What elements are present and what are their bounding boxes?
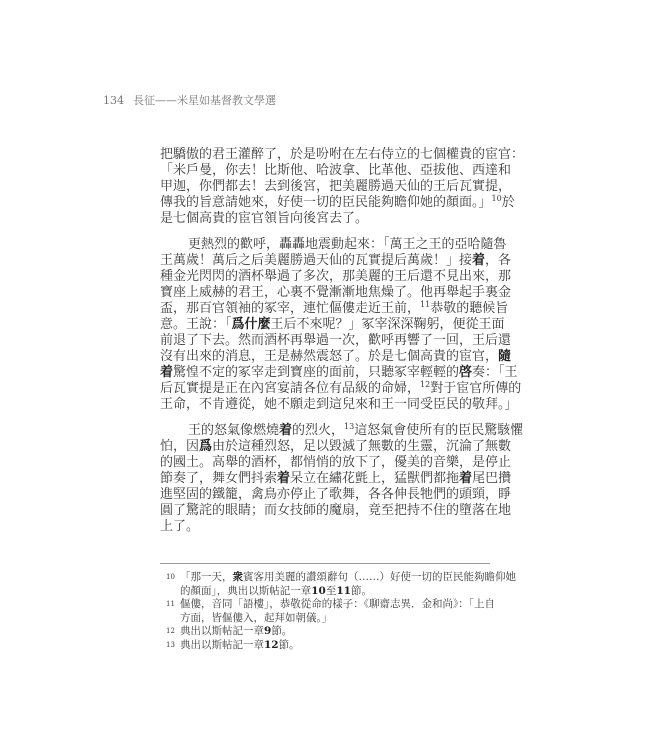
text-run: 王萬歲！萬后之后美麗勝過天仙的瓦實提后萬歲！」接: [160, 253, 473, 268]
footnote-number: 12: [166, 627, 175, 635]
text-run: 由於這種烈怒，足以毀滅了無數的生靈，沉淪了無數: [212, 439, 512, 454]
text-run: 寶座上威赫的君王，心裏不覺漸漸地焦燥了。他再舉起手裏金: [160, 285, 512, 300]
text-line: [160, 487, 512, 503]
footnote-ref: 10: [491, 194, 502, 203]
text-line: [160, 317, 505, 333]
text-line: [160, 179, 512, 195]
text-line: [160, 285, 512, 301]
text-run: 后瓦實提是正在內宮宴請各位有品級的命婦，: [160, 381, 421, 396]
bold-text: 隨: [498, 349, 512, 364]
bold-text: 爲: [199, 439, 213, 454]
footnote-line: [180, 585, 516, 599]
text-run: 王的怒氣像燃燒: [188, 423, 280, 438]
text-run: 進堅固的鐵籠，禽鳥亦停止了歌舞，各各伸長牠們的頭頸，睜: [160, 487, 512, 502]
bold-text: 12: [264, 638, 279, 651]
text-line: [160, 439, 512, 455]
text-run: ，各: [485, 253, 512, 268]
text-run: 甲迦，你們都去！去到後宮，把美麗勝過天仙的王后瓦實提，: [160, 179, 512, 194]
text-run: 把驕傲的君王灌醉了，於是吩咐在左右侍立的七個權貴的宦官：: [160, 147, 525, 162]
page-number: 134: [103, 94, 124, 107]
footnote-number: 11: [166, 600, 175, 608]
footnote-ref: 12: [420, 380, 431, 389]
text-run: 至: [325, 584, 337, 597]
text-run: 這怒氣會使所有的臣民驚駭懼: [354, 423, 524, 438]
footnote: [166, 639, 490, 653]
text-run: 典出以斯帖記一章: [180, 638, 264, 651]
text-line: [160, 253, 512, 269]
text-line: [160, 269, 512, 285]
footnote-number: 13: [166, 640, 175, 649]
bold-text: 10: [311, 584, 326, 597]
bold-text: 着: [459, 471, 473, 486]
bold-text: 着: [277, 471, 291, 486]
running-header: [103, 92, 276, 108]
bold-text: 着: [160, 365, 174, 380]
text-run: 王后不來呢？」冢宰深深鞠躬，便從王面: [270, 317, 505, 332]
text-run: 恭敬的聽候旨: [430, 301, 509, 316]
paragraph: [160, 422, 524, 535]
text-run: 的顏面」，典出以斯帖記一章: [180, 584, 312, 597]
text-line: [160, 300, 509, 317]
text-run: 奏：「王: [472, 365, 518, 380]
text-run: 沒有出來的消息，王是赫然震怒了。於是七個高貴的宦官，: [160, 349, 499, 364]
paragraph: [160, 147, 525, 227]
footnote-number: 10: [166, 573, 175, 581]
footnote: [166, 571, 516, 598]
text-run: 上了。: [160, 519, 200, 534]
text-line: [160, 471, 512, 487]
body-text: [160, 147, 525, 545]
text-run: 意。王說：「: [160, 317, 232, 332]
bold-text: 11: [336, 584, 351, 597]
bold-text: 啓: [459, 365, 473, 380]
footnote-line: [180, 639, 490, 653]
text-run: 的國土。高舉的酒杯，都悄悄的放下了，優美的音樂，是停止: [160, 455, 512, 470]
bold-text: 着: [279, 423, 293, 438]
text-line: [160, 194, 515, 211]
text-line: [160, 519, 491, 535]
bold-text: 衆: [232, 571, 243, 583]
footnote: [166, 598, 495, 625]
text-line: [160, 163, 512, 179]
paragraph: [160, 237, 522, 413]
text-run: 傳我的旨意請她來，好使一切的臣民能夠瞻仰她的顏面。」: [160, 195, 492, 210]
bold-text: 爲什麼: [231, 317, 271, 332]
footnote-ref: 11: [420, 300, 431, 309]
text-run: 節。: [271, 625, 293, 637]
text-run: 節。: [351, 584, 372, 597]
footnotes: [166, 571, 516, 652]
bold-text: 着: [472, 253, 486, 268]
text-run: 於: [501, 195, 515, 210]
text-run: 王命，不肯遵從，她不願走到這兒來和王一同受臣民的敬拜。」: [160, 397, 518, 412]
text-run: 驚惶不定的冢宰走到寶座的面前，只聽冢宰輕輕的: [173, 365, 460, 380]
text-run: 方面，皆傴僂入，起拜如朝儀。」: [180, 611, 333, 624]
text-run: 呆立在繡花氈上，猛獸們都拖: [290, 471, 460, 486]
text-line: [160, 455, 512, 471]
text-run: 更熱烈的歡呼，轟轟地震動起來：「萬王之王的亞哈隨魯: [188, 237, 507, 252]
footnote-line: [180, 598, 495, 612]
text-run: 是七個高貴的宦官領旨向後宮去了。: [160, 211, 369, 226]
text-run: 傴僂，音同「語樓」，恭敬從命的樣子：《聊齋志異．金和尚》：「上自: [180, 598, 495, 610]
text-run: 前退了下去。然而酒杯再舉過一次，歡呼再響了一回，王后還: [160, 333, 512, 348]
footnote-line: [180, 571, 516, 585]
text-run: 典出以斯帖記一章: [180, 625, 264, 637]
text-run: 種金光閃閃的酒杯舉過了多次，那美麗的王后還不見出來，那: [160, 269, 512, 284]
text-run: 對于宦官所傳的: [430, 381, 522, 396]
text-run: 圓了驚詫的眼睛；而女技師的魔扇，竟至把持不住的墮落在地: [160, 503, 512, 518]
text-line: [160, 422, 524, 439]
footnote-ref: 13: [344, 422, 355, 431]
text-line: [160, 503, 512, 519]
text-run: 的烈火，: [292, 423, 345, 438]
text-line: [160, 211, 491, 227]
footnote: [166, 625, 490, 639]
text-run: 尾巴攢: [472, 471, 512, 486]
text-run: 怕，因: [160, 439, 200, 454]
text-run: 節奏了，舞女們抖索: [160, 471, 278, 486]
text-line: [160, 365, 518, 381]
text-run: 節。: [278, 638, 300, 651]
text-line: [160, 147, 525, 163]
text-line: [160, 237, 507, 253]
running-title: 長征——米星如基督教文學選: [133, 94, 276, 107]
bold-text: 9: [264, 625, 272, 637]
text-run: 「那一天，: [180, 571, 233, 583]
text-run: 盃，那百官領袖的冢宰，連忙傴僂走近王前，: [160, 301, 421, 316]
text-line: [160, 397, 518, 413]
footnote-line: [180, 612, 495, 626]
text-line: [160, 380, 522, 397]
text-line: [160, 333, 512, 349]
text-run: 賓客用美麗的讚頌辭句（……）好使一切的臣民能夠瞻仰她: [243, 571, 516, 583]
footnote-line: [180, 625, 490, 639]
footnote-divider: [160, 563, 490, 564]
text-line: [160, 349, 512, 365]
text-run: 「米戶曼，你去！比斯他、哈波拿、比革他、亞拔他、西達和: [160, 163, 512, 178]
